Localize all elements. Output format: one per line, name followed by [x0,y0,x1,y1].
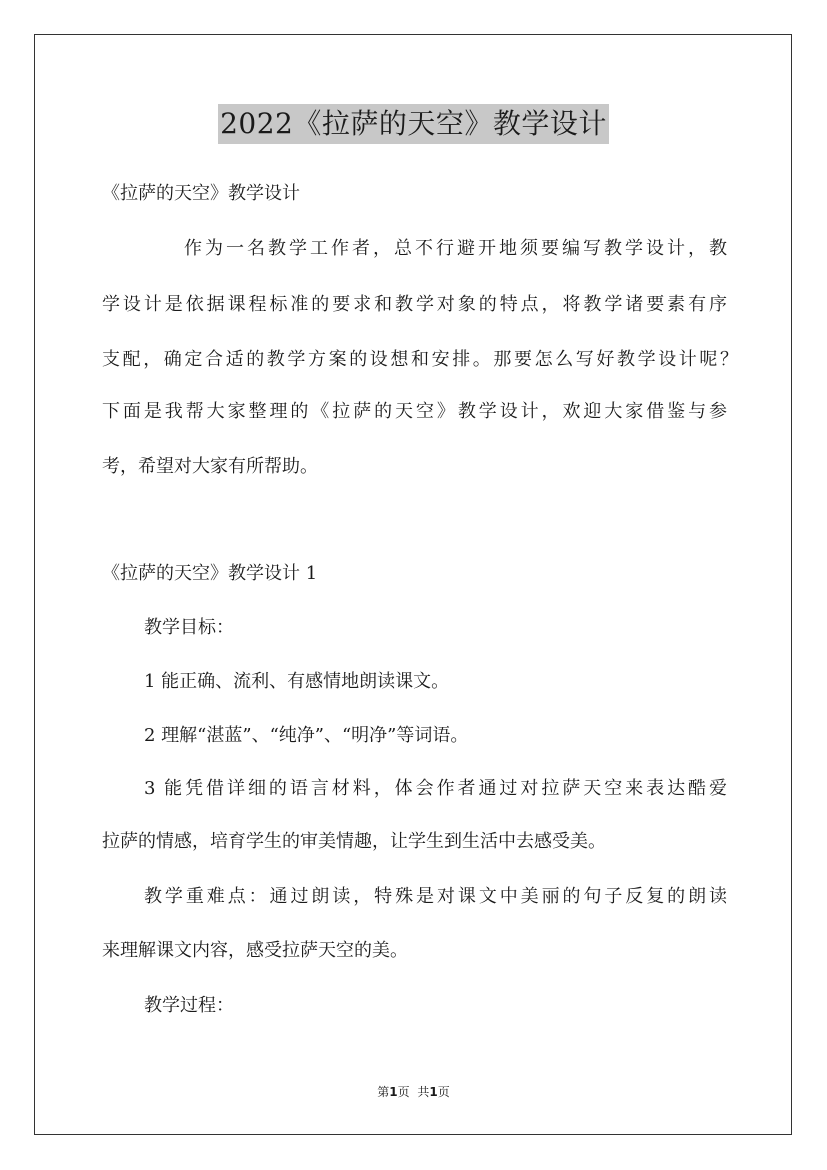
intro-line-3: 支配，确定合适的教学方案的设想和安排。那要怎么写好教学设计呢？ [102,349,738,370]
document-title [0,103,827,144]
intro-line-4: 下面是我帮大家整理的《拉萨的天空》教学设计，欢迎大家借鉴与参 [102,401,727,422]
intro-line-1: 作为一名教学工作者，总不行避开地须要编写教学设计，教 [184,238,727,259]
footer-page-prefix: 第 [377,1085,390,1099]
subtitle: 《拉萨的天空》教学设计 [102,183,300,204]
objective-2: 2 理解“湛蓝”、“纯净”、“明净”等词语。 [144,725,469,746]
objective-1: 1 能正确、流利、有感情地朗读课文。 [144,671,450,692]
key-points-line-1: 教学重难点：通过朗读，特殊是对课文中美丽的句子反复的朗读 [144,886,727,907]
document-title-text: 2022《拉萨的天空》教学设计 [218,104,609,144]
objectives-heading: 教学目标： [144,617,234,638]
section-title: 《拉萨的天空》教学设计 1 [102,563,318,584]
intro-line-2: 学设计是依据课程标准的要求和教学对象的特点，将教学诸要素有序 [102,294,727,315]
footer-page-number: 1 [389,1085,398,1099]
process-heading: 教学过程： [144,995,234,1016]
footer-page-suffix: 页 [397,1085,410,1099]
objective-3-line-2: 拉萨的情感，培育学生的审美情趣，让学生到生活中去感受美。 [102,831,606,852]
footer-total-suffix: 页 [437,1085,450,1099]
footer-total-prefix: 共 [417,1085,430,1099]
objective-3-line-1: 3 能凭借详细的语言材料，体会作者通过对拉萨天空来表达酷爱 [144,778,727,799]
page-footer [0,1084,827,1100]
footer-total-number: 1 [429,1085,438,1099]
intro-line-5: 考，希望对大家有所帮助。 [102,456,318,477]
key-points-line-2: 来理解课文内容，感受拉萨天空的美。 [102,940,408,961]
